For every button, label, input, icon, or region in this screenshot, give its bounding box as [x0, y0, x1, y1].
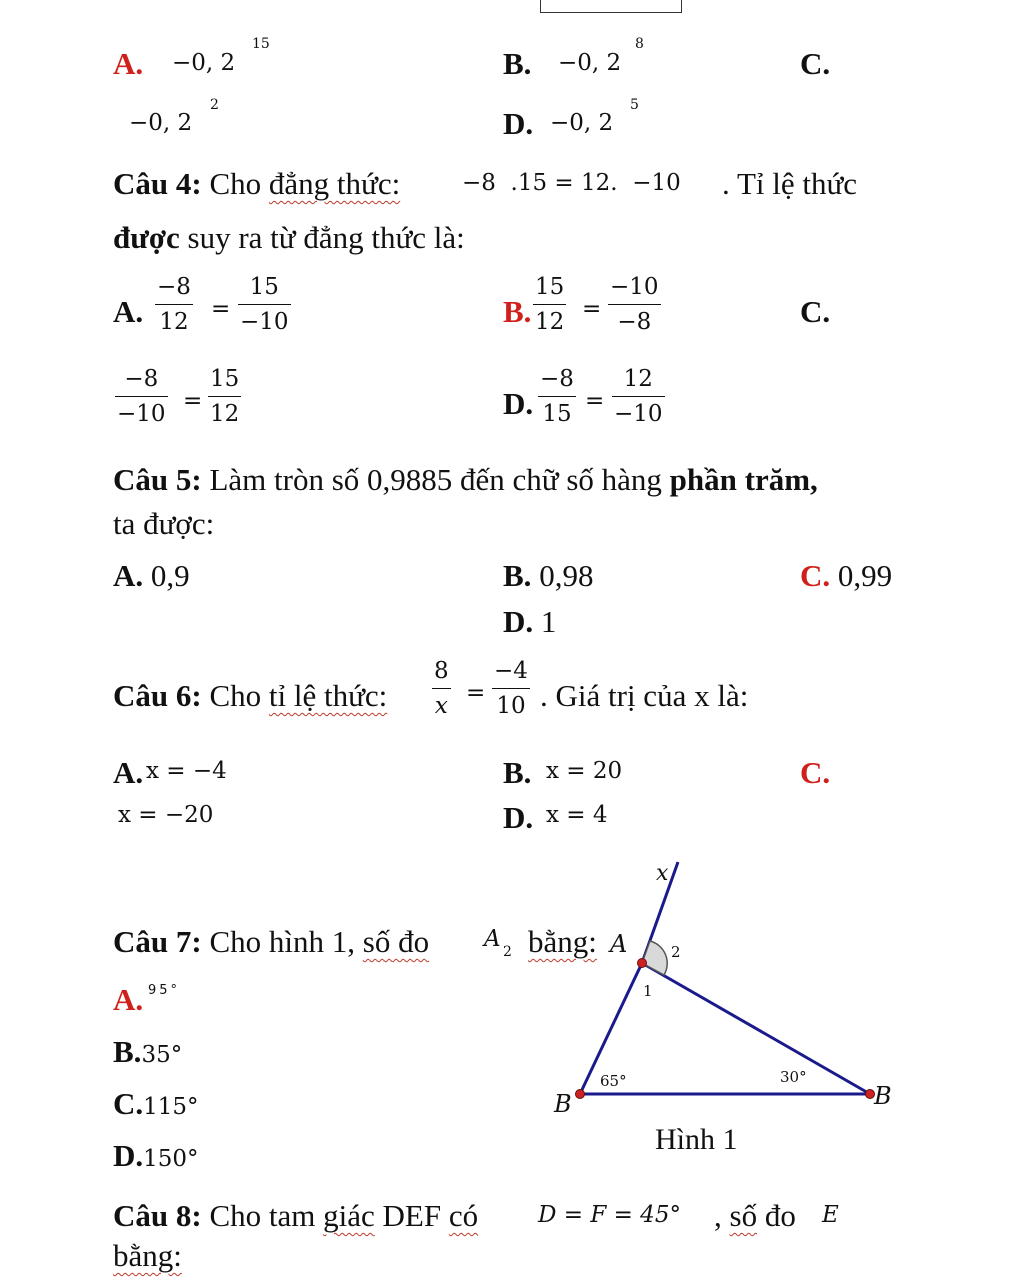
- q4-option-d-fraction2: [612, 362, 665, 431]
- q5-option-d-label: D.: [503, 604, 534, 639]
- denominator: −10: [238, 304, 291, 339]
- equals-sign: =: [582, 296, 602, 322]
- q4-line2-rest: suy ra từ đẳng thức là:: [179, 220, 465, 255]
- label-1: 1: [643, 982, 653, 1000]
- q4-line2-bold: được: [113, 220, 180, 255]
- q5-option-b-label: B.: [503, 558, 532, 593]
- q6-option-d-value: x = 4: [546, 802, 608, 828]
- q8-text-mid: DEF: [382, 1198, 442, 1233]
- point-b-left: [576, 1090, 585, 1099]
- q7-option-c-label: C.: [113, 1086, 144, 1121]
- q4-option-b-label: B.: [503, 294, 532, 329]
- q8-comma: ,: [714, 1198, 722, 1233]
- q4-stem-line1: [113, 166, 400, 202]
- q5-stem-line2: ta được:: [113, 506, 215, 541]
- denominator: 10: [492, 688, 530, 723]
- label-angle-65: 65°: [600, 1072, 627, 1090]
- numerator: 15: [535, 274, 565, 300]
- q4-option-d-fraction1: [538, 362, 576, 431]
- q7-angle-sub: 2: [503, 944, 512, 960]
- q6-option-b-label: B.: [503, 755, 532, 790]
- angle-2-marker: [642, 941, 667, 975]
- q7-option-b: [113, 1034, 182, 1073]
- q3-option-d-label: D.: [503, 106, 534, 141]
- q3-option-b-exponent: 8: [635, 36, 644, 52]
- q4-option-c-label: C.: [800, 294, 831, 329]
- q7-option-a-value: 95°: [148, 983, 181, 998]
- numerator: −8: [540, 366, 574, 392]
- q8-text-wavy2: có: [448, 1198, 479, 1233]
- numerator: −8: [157, 274, 191, 300]
- q4-stem-line2: [113, 220, 465, 256]
- q5-stem-line1: [113, 462, 818, 498]
- label-b-right: B: [874, 1082, 892, 1110]
- q4-option-a-fraction1: [155, 270, 193, 339]
- q8-equation: D = F = 45°: [538, 1202, 681, 1228]
- equals-sign: =: [183, 388, 203, 414]
- denominator: −8: [608, 304, 661, 339]
- label-2: 2: [671, 943, 681, 961]
- figure-1: [540, 850, 910, 1120]
- q8-text-wavy3: số: [729, 1198, 758, 1233]
- q5-option-c-label: C.: [800, 558, 831, 593]
- q3-option-c-exponent: 2: [210, 97, 219, 113]
- q6-option-a-value: x = −4: [146, 758, 227, 784]
- denominator: 12: [155, 304, 193, 339]
- q5-option-b: [503, 558, 593, 594]
- label-angle-30: 30°: [780, 1068, 807, 1086]
- denominator: −10: [115, 396, 168, 431]
- q6-text-post: . Giá trị của x là:: [540, 678, 749, 713]
- q4-text-post: . Tỉ lệ thức: [722, 166, 858, 201]
- q4-option-b-fraction2: [608, 270, 661, 339]
- q8-title: Câu 8:: [113, 1198, 202, 1233]
- q3-option-d-value: −0, 2: [550, 110, 614, 136]
- q4-text-pre: Cho: [209, 166, 262, 201]
- denominator: 12: [533, 304, 566, 339]
- label-a: A: [610, 930, 628, 958]
- denominator: 15: [538, 396, 576, 431]
- numerator: 15: [210, 366, 240, 392]
- equals-sign: =: [585, 388, 605, 414]
- q5-option-a: [113, 558, 190, 594]
- q7-option-c-value: 115°: [143, 1094, 199, 1120]
- q7-text-post-word: bằng:: [528, 924, 597, 959]
- q7-option-a: [113, 982, 143, 1018]
- q7-text-wavy: số đo: [362, 924, 430, 959]
- q5-option-c-value: 0,99: [837, 558, 893, 593]
- equals-sign: =: [466, 680, 486, 706]
- q8-stem-line1: [113, 1198, 478, 1234]
- q7-option-a-label: A.: [113, 982, 144, 1017]
- q5-option-d: [503, 604, 556, 640]
- q7-text-pre: Cho hình 1,: [209, 924, 355, 959]
- q5-option-b-value: 0,98: [539, 558, 594, 593]
- numerator: 15: [249, 274, 279, 300]
- q3-option-b-value: −0, 2: [558, 50, 622, 76]
- q4-option-a-label: A.: [113, 294, 144, 329]
- q3-option-a-exponent: 15: [252, 36, 270, 52]
- q4-option-d-label: D.: [503, 386, 534, 421]
- q3-option-d-exponent: 5: [630, 97, 639, 113]
- q7-option-b-value: 35°: [141, 1042, 183, 1068]
- q6-option-d-label: D.: [503, 800, 534, 835]
- q8-text-tail: [714, 1198, 796, 1234]
- point-a: [638, 959, 647, 968]
- q6-fraction1: [432, 654, 451, 723]
- q4-option-a-fraction2: [238, 270, 291, 339]
- q4-text-wavy: đẳng thức:: [268, 166, 401, 201]
- q5-bold: phần trăm,: [669, 462, 818, 497]
- q5-title: Câu 5:: [113, 462, 202, 497]
- q3-option-a-value: −0, 2: [172, 50, 236, 76]
- q7-option-d-value: 150°: [143, 1146, 199, 1172]
- top-remnant: [540, 0, 682, 13]
- q8-text-wavy1: giác: [323, 1198, 375, 1233]
- q8-text-pre: Cho tam: [209, 1198, 316, 1233]
- q3-option-a-label: A.: [113, 46, 144, 81]
- q7-option-c: [113, 1086, 199, 1125]
- numerator: 8: [434, 658, 449, 684]
- q6-fraction2: [492, 654, 530, 723]
- q4-option-b-fraction1: [533, 270, 566, 339]
- q8-stem-line2: bằng:: [113, 1238, 182, 1273]
- q3-option-c-label: C.: [800, 46, 831, 81]
- q8-var: E: [822, 1202, 839, 1228]
- q7-option-d: [113, 1138, 199, 1177]
- q7-angle-var: A: [484, 926, 501, 952]
- q4-option-c-fraction2: [208, 362, 241, 431]
- denominator: −10: [612, 396, 665, 431]
- figure-caption: Hình 1: [655, 1123, 738, 1156]
- q3-option-b-label: B.: [503, 46, 532, 81]
- q6-title: Câu 6:: [113, 678, 202, 713]
- q5-option-d-value: 1: [540, 604, 557, 639]
- q7-stem: [113, 924, 429, 960]
- q4-equation: −8 .15 = 12. −10: [462, 170, 681, 196]
- q4-title: Câu 4:: [113, 166, 202, 201]
- label-b-left: B: [554, 1090, 572, 1118]
- q6-stem: [113, 678, 387, 714]
- q6-option-b-value: x = 20: [546, 758, 623, 784]
- q3-option-c-value: −0, 2: [129, 110, 193, 136]
- q6-option-a-label: A.: [113, 755, 144, 790]
- q5-option-a-value: 0,9: [150, 558, 190, 593]
- q5-text: Làm tròn số 0,9885 đến chữ số hàng: [201, 462, 670, 497]
- q5-option-c: [800, 558, 892, 594]
- side-ab-right: [642, 963, 870, 1094]
- q5-option-a-label: A.: [113, 558, 144, 593]
- q4-option-c-fraction1: [115, 362, 168, 431]
- numerator: −8: [124, 366, 159, 392]
- equals-sign: =: [211, 296, 231, 322]
- numerator: −4: [494, 658, 528, 684]
- label-x: x: [656, 861, 669, 886]
- q6-option-c-value: x = −20: [118, 802, 214, 828]
- q6-option-c-label: C.: [800, 755, 831, 790]
- q7-option-d-label: D.: [113, 1138, 144, 1173]
- q6-text-wavy: tỉ lệ thức:: [268, 678, 388, 713]
- numerator: −10: [610, 274, 659, 300]
- denominator: x: [432, 688, 451, 723]
- q8-text-do: đo: [764, 1198, 796, 1233]
- q7-title: Câu 7:: [113, 924, 202, 959]
- denominator: 12: [208, 396, 241, 431]
- numerator: 12: [623, 366, 653, 392]
- q7-option-b-label: B.: [113, 1034, 142, 1069]
- q6-text-pre: Cho: [209, 678, 262, 713]
